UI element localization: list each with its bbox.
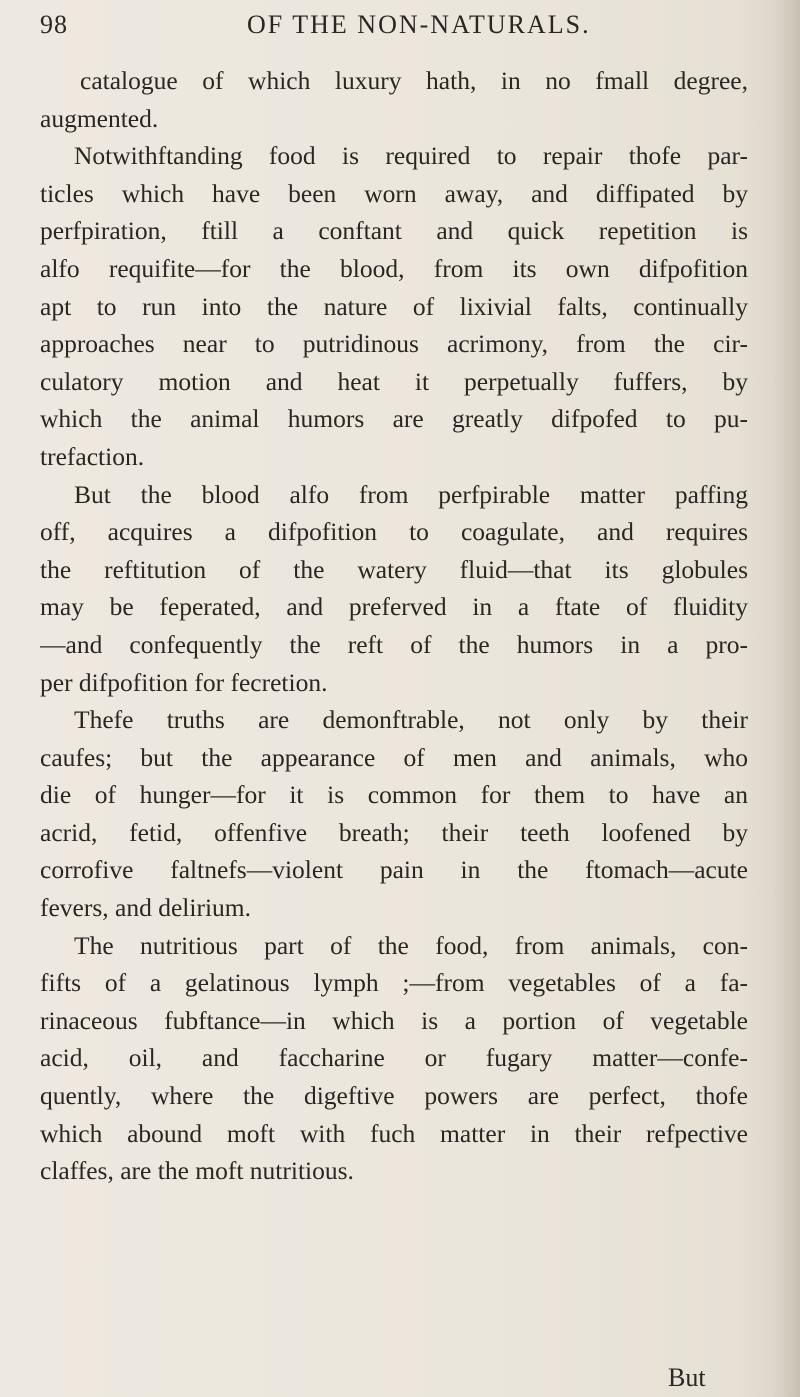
text-line: which abound moft with fuch matter in their refpective <box>40 1118 748 1148</box>
text-line: Thefe truths are demonftrable, not only by their <box>74 705 748 735</box>
text-line: off, acquires a difpofition to coagulate, and requires <box>40 517 748 547</box>
running-title: OF THE NON-NATURALS. <box>247 10 591 39</box>
catchword: But <box>668 1363 706 1392</box>
text-line: per difpofition for fecretion. <box>40 667 328 697</box>
text-line: die of hunger—for it is common for them to have an <box>40 780 748 810</box>
text-line: caufes; but the appearance of men and animals, who <box>40 742 748 772</box>
text-line: acid, oil, and faccharine or fugary matter—confe- <box>40 1043 748 1073</box>
text-line: augmented. <box>40 103 159 133</box>
page-edge-shadow <box>772 0 800 1397</box>
text-line: the reftitution of the watery fluid—that its globules <box>40 554 748 584</box>
text-line: culatory motion and heat it perpetually fuffers, by <box>40 366 748 396</box>
body-text <box>40 62 748 1190</box>
text-line: rinaceous fubftance—in which is a portion of vegetable <box>40 1005 748 1035</box>
text-line: ticles which have been worn away, and diffipated by <box>40 178 748 208</box>
text-line: claffes, are the moft nutritious. <box>40 1156 354 1186</box>
text-line: —and confequently the reft of the humors in a pro- <box>40 629 748 659</box>
text-line: But the blood alfo from perfpirable matter paffing <box>74 479 748 509</box>
page-number: 98 <box>40 10 68 39</box>
text-line: trefaction. <box>40 441 145 471</box>
text-line: quently, where the digeftive powers are perfect, thofe <box>40 1081 748 1111</box>
text-line: may be feperated, and preferved in a ftate of fluidity <box>40 592 748 622</box>
text-line: fevers, and delirium. <box>40 893 252 923</box>
text-line: fifts of a gelatinous lymph ;—from vegetables of a fa- <box>40 968 748 998</box>
running-head <box>40 10 660 50</box>
text-line: catalogue of which luxury hath, in no fmall degree, <box>80 66 748 95</box>
text-line: perfpiration, ftill a conftant and quick repetition is <box>40 216 748 246</box>
text-line: alfo requifite—for the blood, from its own difpofition <box>40 253 748 283</box>
text-line: approaches near to putridinous acrimony, from the cir- <box>40 329 748 359</box>
text-line: apt to run into the nature of lixivial falts, continually <box>40 291 748 321</box>
text-line: corrofive faltnefs—violent pain in the ftomach—acute <box>40 855 748 885</box>
text-line: Notwithftanding food is required to repair thofe par- <box>74 141 748 171</box>
text-line: The nutritious part of the food, from animals, con- <box>74 930 748 960</box>
text-line: which the animal humors are greatly difpofed to pu- <box>40 404 748 434</box>
text-line: acrid, fetid, offenfive breath; their teeth loofened by <box>40 817 748 847</box>
